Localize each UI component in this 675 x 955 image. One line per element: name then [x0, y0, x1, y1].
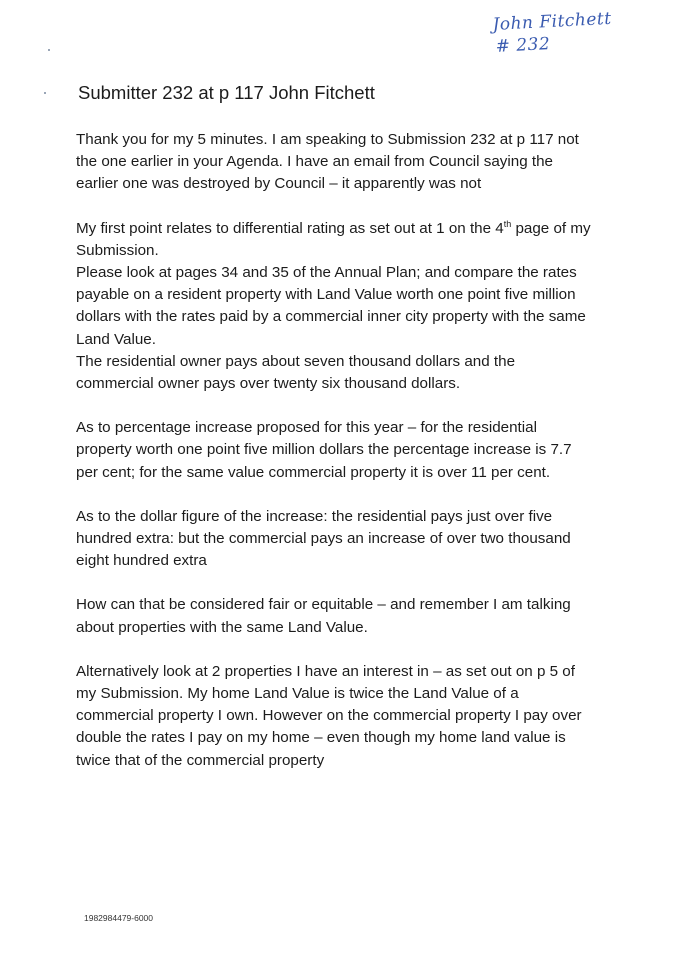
- ordinal-suffix: th: [503, 218, 512, 229]
- first-point-text: My first point relates to differential rating as set out at 1 on the 4: [76, 219, 504, 237]
- paragraph-owner-comparison: The residential owner pays about seven thousand dollars and the commercial owner pays over twenty six thousand dollars.: [76, 352, 516, 393]
- scan-speck: [44, 92, 46, 94]
- first-point-text-end: page of my Submission.: [76, 219, 591, 259]
- document-title: Submitter 232 at p 117 John Fitchett: [78, 82, 375, 103]
- paragraph-annual-plan: Please look at pages 34 and 35 of the Annual Plan; and compare the rates payable on a resident property with Land Value worth one point five million dollars with the rates paid by a commercial inner city property with the same Land Value.: [76, 264, 586, 348]
- handwritten-name: John Fitchett: [492, 8, 613, 35]
- paragraph-percentage-increase: As to percentage increase proposed for this year – for the residential property worth one point five million dollars the percentage increase is 7.7 per cent; for the same value commercial property it is over 11 per cent.: [76, 419, 572, 481]
- paragraph-intro: Thank you for my 5 minutes. I am speaking to Submission 232 at p 117 not the one earlier in your Agenda. I have an email from Council saying the earlier one was destroyed by Council – it apparently was not: [76, 131, 579, 193]
- paragraph-dollar-increase: As to the dollar figure of the increase: the residential pays just over five hundred extra: but the commercial pays an increase of over two thousand eight hundred extra: [76, 507, 571, 570]
- document-body: [76, 129, 596, 794]
- scan-speck: [48, 49, 50, 51]
- paragraph-first-point: [76, 218, 596, 262]
- handwritten-submitter-number: # 232: [495, 34, 551, 57]
- paragraph-two-properties: Alternatively look at 2 properties I have an interest in – as set out on p 5 of my Submission. My home Land Value is twice the Land Value of a commercial property I own. However on the commercial property I pay over double the rates I pay on my home – even though my home land value is twice that of the commercial property: [76, 662, 582, 769]
- document-id: 1982984479-6000: [84, 913, 154, 923]
- handwritten-annotation: [492, 5, 669, 58]
- paragraph-fairness: How can that be considered fair or equitable – and remember I am talking about properties with the same Land Value.: [76, 596, 571, 636]
